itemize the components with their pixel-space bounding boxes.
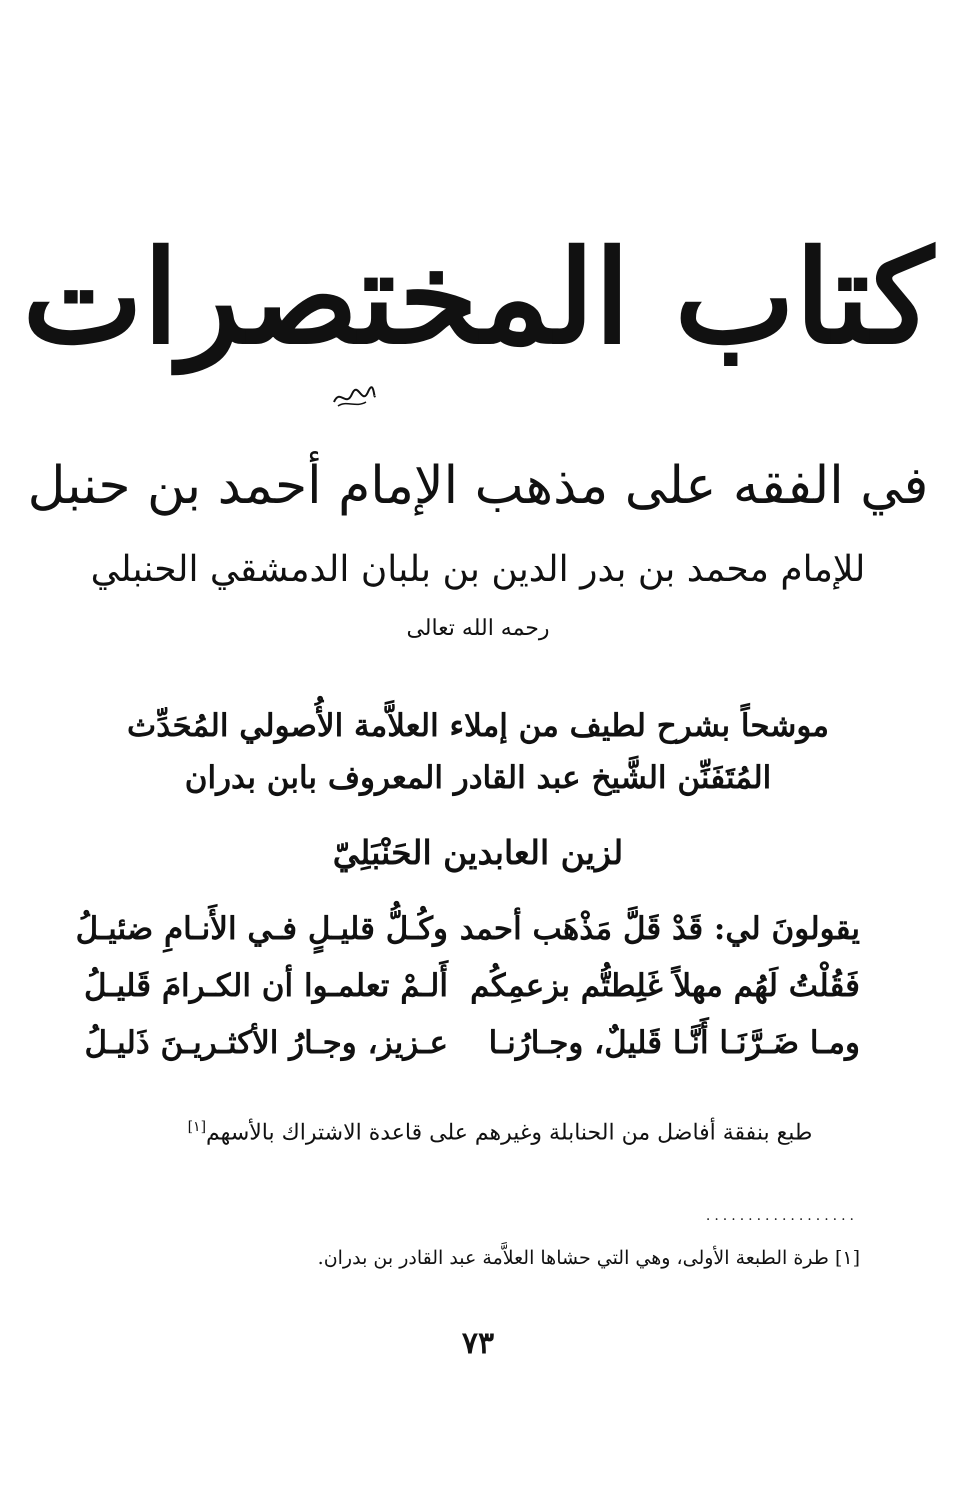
verse-second-hemistich: عـزيز، وجـارُ الأكثـريـنَ ذَليـلُ bbox=[84, 1024, 448, 1061]
footnote-text: [١] طرة الطبعة الأولى، وهي التي حشاها العلاَّمة عبد القادر بن بدران. bbox=[317, 1247, 860, 1269]
verse-second-hemistich: أَلـمْ تعلمـوا أن الكـرامَ قَليـلُ bbox=[84, 967, 448, 1004]
verse-second-hemistich: وكُـلُّ قليـلٍ فـي الأَنـامِ ضئيـلُ bbox=[75, 910, 448, 947]
author-line: للإمام محمد بن بدر الدين بن بلبان الدمشقي الحنبلي bbox=[90, 549, 866, 590]
poem-verse bbox=[84, 957, 860, 1014]
rahimahu-allah: رحمه الله تعالى bbox=[406, 616, 550, 641]
printing-note-text: طبع بنفقة أفاضل من الحنابلة وغيرهم على قاعدة الاشتراك بالأسهم bbox=[206, 1120, 813, 1146]
footnote-divider: .................. bbox=[705, 1208, 858, 1224]
printing-note bbox=[160, 1118, 840, 1148]
verse-first-hemistich: يقولونَ لي: قَدْ قَلَّ مَذْهَب أحمد bbox=[459, 910, 860, 947]
poem-verse bbox=[84, 1014, 860, 1071]
calligraphic-title: كتاب المختصرات bbox=[22, 223, 934, 373]
poem bbox=[75, 900, 860, 1071]
calligraphy-signature-icon bbox=[332, 382, 376, 410]
poet-name: لزين العابدين الحَنْبَلِيّ bbox=[332, 833, 624, 872]
verse-first-hemistich: فَقُلْتُ لَهُم مهلاً غَلِطتُّم بزعمِكُم bbox=[470, 967, 860, 1004]
footnote-marker: [١] bbox=[187, 1119, 207, 1135]
title-subtitle: في الفقه على مذهب الإمام أحمد بن حنبل bbox=[27, 456, 929, 516]
page-number: ٧٣ bbox=[461, 1326, 495, 1361]
poem-verse bbox=[75, 900, 860, 957]
verse-first-hemistich: ومـا ضَـرَّنَـا أَنَّـا قَليلٌ، وجـارُنـا bbox=[488, 1024, 860, 1061]
description-line-1: موشحاً بشرح لطيف من إملاء العلاَّمة الأُصولي المُحَدِّث bbox=[127, 708, 829, 744]
description-line-2: المُتَفَنِّن الشَّيخ عبد القادر المعروف بابن بدران bbox=[184, 760, 772, 796]
